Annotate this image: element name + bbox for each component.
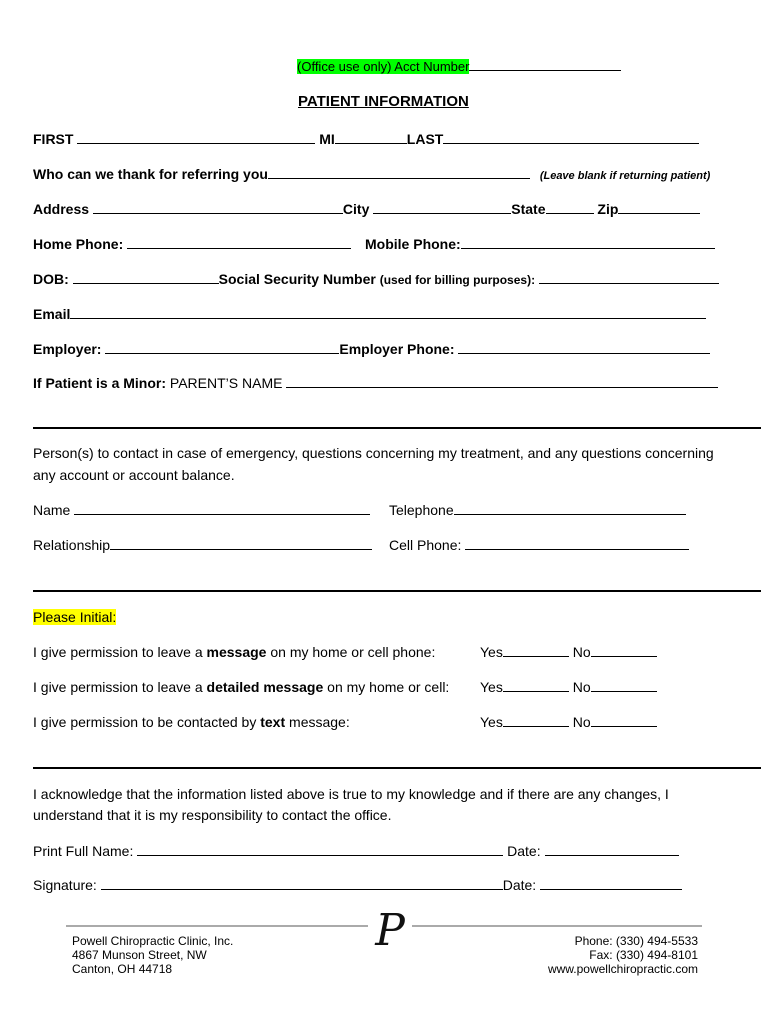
ssn-note: (used for billing purposes): xyxy=(379,273,536,287)
clinic-phone: Phone: (330) 494-5533 xyxy=(574,934,698,948)
signature-field[interactable] xyxy=(101,877,503,890)
acct-number-field[interactable] xyxy=(469,58,621,71)
city-field[interactable] xyxy=(373,201,511,214)
email-row xyxy=(33,305,706,323)
address-field[interactable] xyxy=(93,201,343,214)
acknowledge-line1: I acknowledge that the information listed above is true to my knowledge and if there are any changes, I xyxy=(33,786,669,802)
emergency-name-field[interactable] xyxy=(74,502,370,515)
mi-field[interactable] xyxy=(335,131,407,144)
emergency-cell-row xyxy=(389,536,689,554)
clinic-website[interactable]: www.powellchiropractic.com xyxy=(547,962,698,976)
employer-phone-field[interactable] xyxy=(458,341,710,354)
office-use-row xyxy=(297,58,621,76)
print-name-label: Print Full Name: xyxy=(33,843,134,859)
dob-label: DOB: xyxy=(33,271,69,287)
permission-text-bold: detailed message xyxy=(206,679,324,695)
no-initial-field[interactable] xyxy=(591,714,657,727)
date-label: Date: xyxy=(502,877,537,893)
print-name-field[interactable] xyxy=(137,843,503,856)
signature-row xyxy=(33,876,682,894)
yes-initial-field[interactable] xyxy=(503,644,569,657)
last-name-field[interactable] xyxy=(443,131,699,144)
clinic-fax: Fax: (330) 494-8101 xyxy=(589,948,698,962)
permission-text: on my home or cell: xyxy=(323,679,450,695)
permission-text: I give permission to be contacted by xyxy=(33,714,261,730)
permission-text: on my home or cell phone: xyxy=(266,644,436,660)
please-initial-heading xyxy=(33,608,116,626)
no-initial-field[interactable] xyxy=(591,644,657,657)
dob-ssn-row xyxy=(33,270,719,289)
referral-field[interactable] xyxy=(268,166,530,179)
office-use-label: (Office use only) Acct Number xyxy=(297,59,470,74)
clinic-name: Powell Chiropractic Clinic, Inc. xyxy=(72,934,234,948)
emergency-telephone-label: Telephone xyxy=(389,502,454,518)
emergency-intro-line2: any account or account balance. xyxy=(33,467,235,483)
emergency-telephone-row xyxy=(389,501,686,519)
parent-name-label: PARENT’S NAME xyxy=(169,375,283,391)
address-row xyxy=(33,200,700,218)
permission-initials xyxy=(480,643,657,661)
ssn-label: Social Security Number xyxy=(218,271,376,287)
permission-text: message: xyxy=(285,714,350,730)
yes-label: Yes xyxy=(480,679,503,695)
mobile-phone-field[interactable] xyxy=(461,236,715,249)
mobile-phone-label: Mobile Phone: xyxy=(365,236,461,252)
employer-field[interactable] xyxy=(105,341,339,354)
emergency-cell-label: Cell Phone: xyxy=(389,537,462,553)
emergency-name-label: Name xyxy=(33,502,71,518)
yes-initial-field[interactable] xyxy=(503,679,569,692)
divider xyxy=(33,590,761,592)
emergency-relationship-row xyxy=(33,536,372,554)
employer-label: Employer: xyxy=(33,341,102,357)
permission-text-bold: message xyxy=(206,644,267,660)
no-initial-field[interactable] xyxy=(591,679,657,692)
yes-initial-field[interactable] xyxy=(503,714,569,727)
name-row xyxy=(33,130,699,148)
footer-rule-right xyxy=(412,925,702,927)
parent-name-field[interactable] xyxy=(286,375,718,388)
referral-row xyxy=(33,165,710,185)
permission-initials xyxy=(480,713,657,731)
first-label: FIRST xyxy=(33,131,74,147)
date-label: Date: xyxy=(507,843,541,859)
emergency-relationship-label: Relationship xyxy=(33,537,111,553)
referral-note: (Leave blank if returning patient) xyxy=(539,170,711,182)
clinic-street: 4867 Munson Street, NW xyxy=(72,948,207,962)
city-label: City xyxy=(342,201,370,217)
emergency-intro-line1: Person(s) to contact in case of emergency, questions concerning my treatment, and any questions concerning xyxy=(33,445,714,461)
email-label: Email xyxy=(33,306,71,322)
permission-row xyxy=(33,713,350,731)
permission-row xyxy=(33,678,449,696)
emergency-cell-field[interactable] xyxy=(465,537,689,550)
minor-row xyxy=(33,374,718,392)
permission-text-bold: text xyxy=(260,714,286,730)
permission-row xyxy=(33,643,435,661)
clinic-logo: P xyxy=(375,905,405,956)
referral-label: Who can we thank for referring you xyxy=(33,166,268,182)
zip-label: Zip xyxy=(597,201,619,217)
divider xyxy=(33,767,761,769)
permission-text: I give permission to leave a xyxy=(33,644,207,660)
divider xyxy=(33,427,761,429)
address-label: Address xyxy=(33,201,90,217)
emergency-relationship-field[interactable] xyxy=(110,537,372,550)
home-phone-label: Home Phone: xyxy=(33,236,124,252)
no-label: No xyxy=(572,644,591,660)
employer-phone-label: Employer Phone: xyxy=(339,341,455,357)
print-date-field[interactable] xyxy=(545,843,679,856)
phone-row xyxy=(33,235,715,253)
permission-initials xyxy=(480,678,657,696)
first-name-field[interactable] xyxy=(77,131,315,144)
no-label: No xyxy=(572,714,591,730)
acknowledge-line2: understand that it is my responsibility to contact the office. xyxy=(33,807,392,823)
state-label: State xyxy=(511,201,546,217)
signature-date-field[interactable] xyxy=(540,877,682,890)
please-initial-label: Please Initial: xyxy=(33,609,117,625)
zip-field[interactable] xyxy=(618,201,700,214)
ssn-field[interactable] xyxy=(539,271,719,284)
yes-label: Yes xyxy=(480,644,503,660)
minor-label: If Patient is a Minor: xyxy=(33,375,167,391)
last-label: LAST xyxy=(406,131,444,147)
mi-label: MI xyxy=(319,131,335,147)
email-field[interactable] xyxy=(70,306,706,319)
clinic-city-state: Canton, OH 44718 xyxy=(72,962,173,976)
yes-label: Yes xyxy=(480,714,503,730)
emergency-name-row xyxy=(33,501,370,519)
dob-field[interactable] xyxy=(73,271,219,284)
employer-row xyxy=(33,340,710,358)
footer-rule-left xyxy=(66,925,368,927)
print-name-row xyxy=(33,842,679,860)
permission-text: I give permission to leave a xyxy=(33,679,207,695)
no-label: No xyxy=(572,679,591,695)
signature-label: Signature: xyxy=(33,877,97,893)
state-field[interactable] xyxy=(546,201,594,214)
emergency-telephone-field[interactable] xyxy=(454,502,686,515)
page-title: PATIENT INFORMATION xyxy=(298,93,469,110)
home-phone-field[interactable] xyxy=(127,236,351,249)
